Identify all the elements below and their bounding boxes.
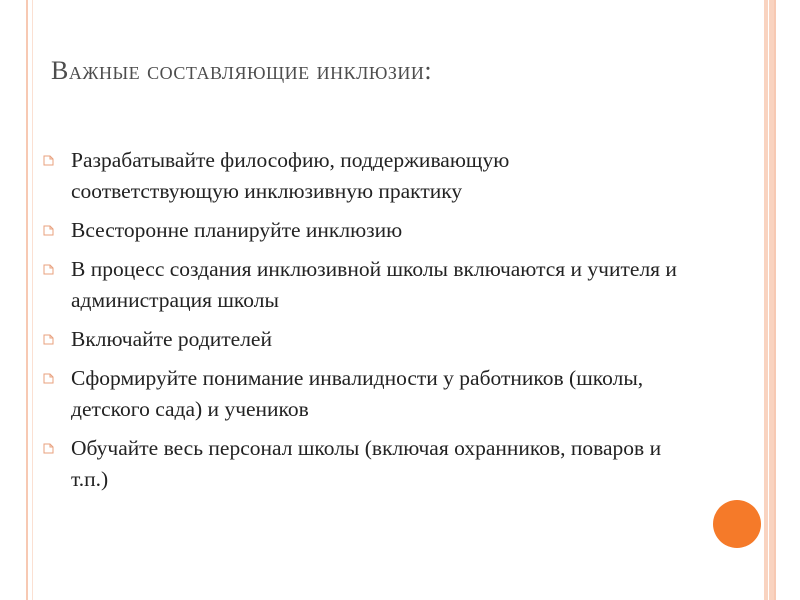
bullet-text: Включайте родителей — [71, 327, 272, 351]
bullet-item — [42, 145, 682, 207]
orange-circle-decoration — [713, 500, 761, 548]
bullet-text: Всесторонне планируйте инклюзию — [71, 218, 403, 242]
open-square-bullet-icon — [42, 441, 56, 455]
bullet-text: Разрабатывайте философию, поддерживающую соответствующую инклюзивную практику — [71, 148, 510, 203]
open-square-bullet-icon — [42, 371, 56, 385]
slide-title: Важные составляющие инклюзии: — [51, 56, 433, 85]
open-square-bullet-icon — [42, 153, 56, 167]
right-decorative-strip — [764, 0, 774, 600]
right-strip-highlight — [768, 0, 769, 600]
bullet-item — [42, 363, 682, 425]
bullet-item — [42, 324, 682, 355]
bullet-text: Обучайте весь персонал школы (включая охранников, поваров и т.п.) — [71, 436, 662, 491]
bullet-text: Сформируйте понимание инвалидности у работников (школы, детского сада) и учеников — [71, 366, 644, 421]
open-square-bullet-icon — [42, 332, 56, 346]
bullet-item — [42, 215, 682, 246]
open-square-bullet-icon — [42, 262, 56, 276]
open-square-bullet-icon — [42, 223, 56, 237]
bullet-item — [42, 254, 682, 316]
bullet-text: В процесс создания инклюзивной школы включаются и учителя и администрация школы — [71, 257, 677, 312]
bullet-item — [42, 433, 682, 495]
bullet-list — [42, 145, 682, 503]
